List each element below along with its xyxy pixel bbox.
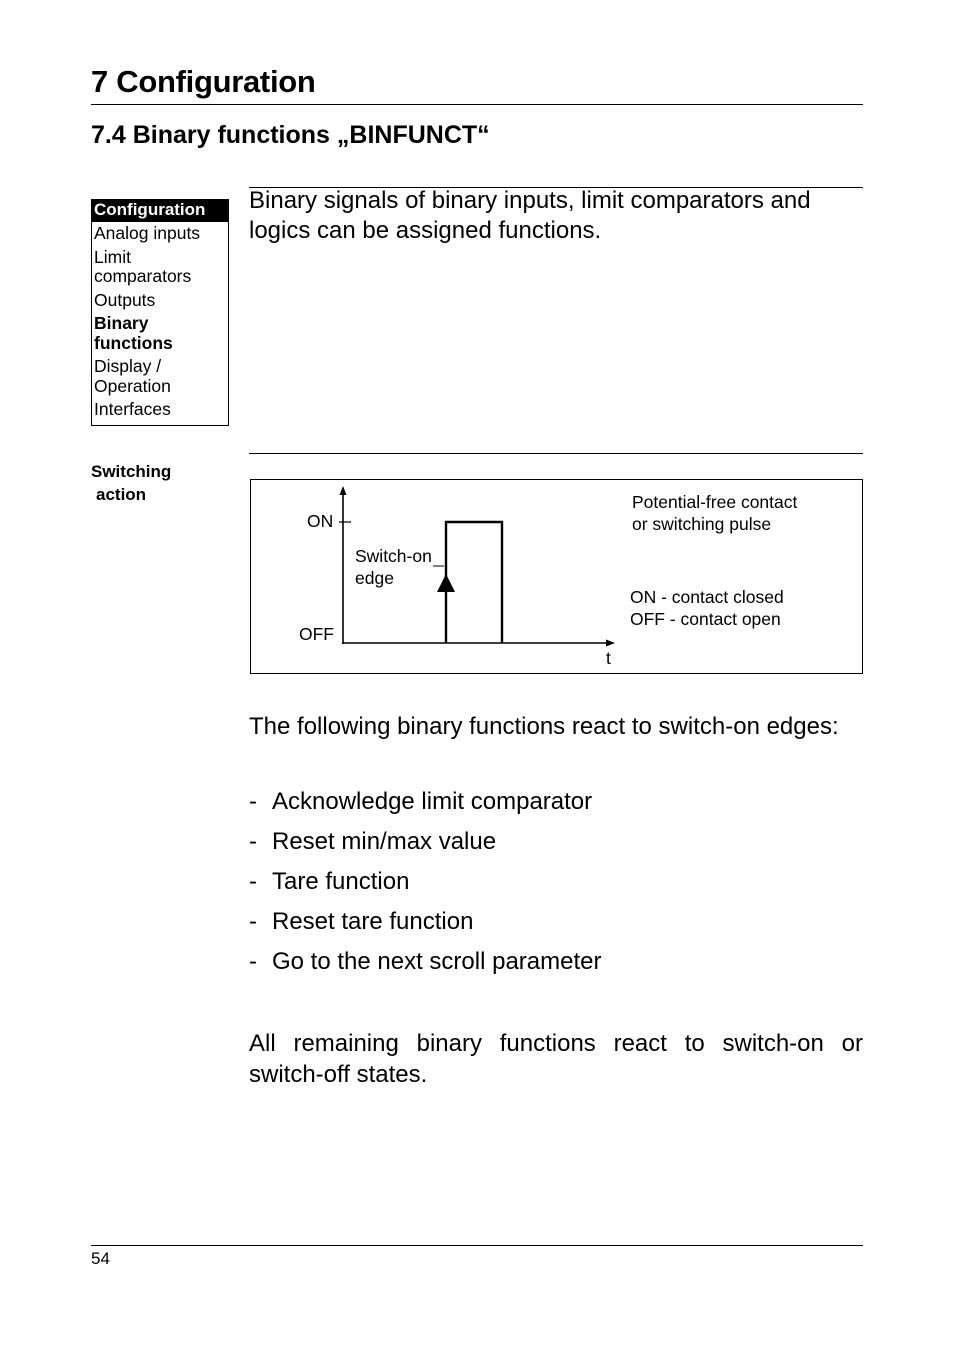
list-item-text: Go to the next scroll parameter bbox=[272, 948, 602, 975]
switch-on-edges-intro: The following binary functions react to switch-on edges: bbox=[249, 713, 839, 740]
list-dash: - bbox=[249, 868, 257, 895]
list-dash: - bbox=[249, 908, 257, 935]
footer-rule bbox=[91, 1245, 863, 1246]
sidebar-item-interfaces[interactable]: Interfaces bbox=[94, 399, 171, 419]
switch-on-edge-label bbox=[355, 545, 432, 589]
switching-rule bbox=[249, 453, 863, 454]
state-note-line1: ON - contact closed bbox=[630, 587, 784, 607]
contact-state-note bbox=[630, 586, 784, 630]
time-axis-label: t bbox=[606, 648, 611, 668]
list-item bbox=[249, 826, 601, 866]
edge-label-line2: edge bbox=[355, 568, 394, 588]
list-item bbox=[249, 786, 601, 826]
list-dash: - bbox=[249, 948, 257, 975]
list-item-text: Tare function bbox=[272, 868, 410, 895]
switch-on-edge-arrow bbox=[437, 574, 455, 592]
list-item bbox=[249, 906, 601, 946]
list-dash: - bbox=[249, 788, 257, 815]
contact-note-line1: Potential-free contact bbox=[632, 492, 798, 512]
binary-function-list bbox=[249, 786, 601, 986]
list-item-text: Reset min/max value bbox=[272, 828, 497, 855]
edge-label-line1: Switch-on bbox=[355, 546, 432, 566]
chapter-title: 7 Configuration bbox=[91, 64, 316, 99]
off-label: OFF bbox=[299, 624, 334, 644]
pulse-signal bbox=[446, 522, 502, 643]
switching-diagram bbox=[250, 479, 863, 674]
sidebar-item-analog-inputs[interactable]: Analog inputs bbox=[94, 223, 201, 243]
switching-action-label bbox=[91, 460, 171, 506]
switching-label-line2: action bbox=[96, 485, 147, 504]
sidebar-item-limit-comparators[interactable]: Limit comparators bbox=[94, 246, 192, 286]
sidebar-nav bbox=[91, 199, 229, 426]
list-item-text: Reset tare function bbox=[272, 908, 474, 935]
list-item bbox=[249, 866, 601, 906]
y-axis-arrow bbox=[340, 486, 347, 495]
contact-note-line2: or switching pulse bbox=[632, 514, 772, 534]
state-note-line2: OFF - contact open bbox=[630, 609, 781, 629]
remaining-functions-text: All remaining binary functions react to switch-on or switch-off states. bbox=[249, 1030, 863, 1088]
contact-type-note bbox=[632, 491, 797, 535]
section-title: 7.4 Binary functions „BINFUNCT“ bbox=[91, 121, 490, 149]
x-axis-arrow bbox=[606, 640, 615, 647]
list-dash: - bbox=[249, 828, 257, 855]
switching-label-line1: Switching bbox=[91, 462, 172, 481]
intro-text: Binary signals of binary inputs, limit comparators and logics can be assigned functions. bbox=[249, 187, 811, 244]
sidebar-item-display-operation[interactable]: Display / Operation bbox=[94, 356, 171, 396]
sidebar-item-binary-functions[interactable]: Binary functions bbox=[94, 313, 173, 353]
chapter-rule bbox=[91, 104, 863, 105]
page-number: 54 bbox=[91, 1249, 110, 1268]
sidebar-heading: Configuration bbox=[92, 199, 228, 222]
sidebar-item-outputs[interactable]: Outputs bbox=[94, 289, 156, 310]
list-item bbox=[249, 946, 601, 986]
list-item-text: Acknowledge limit comparator bbox=[272, 788, 593, 815]
on-label: ON bbox=[307, 511, 334, 531]
